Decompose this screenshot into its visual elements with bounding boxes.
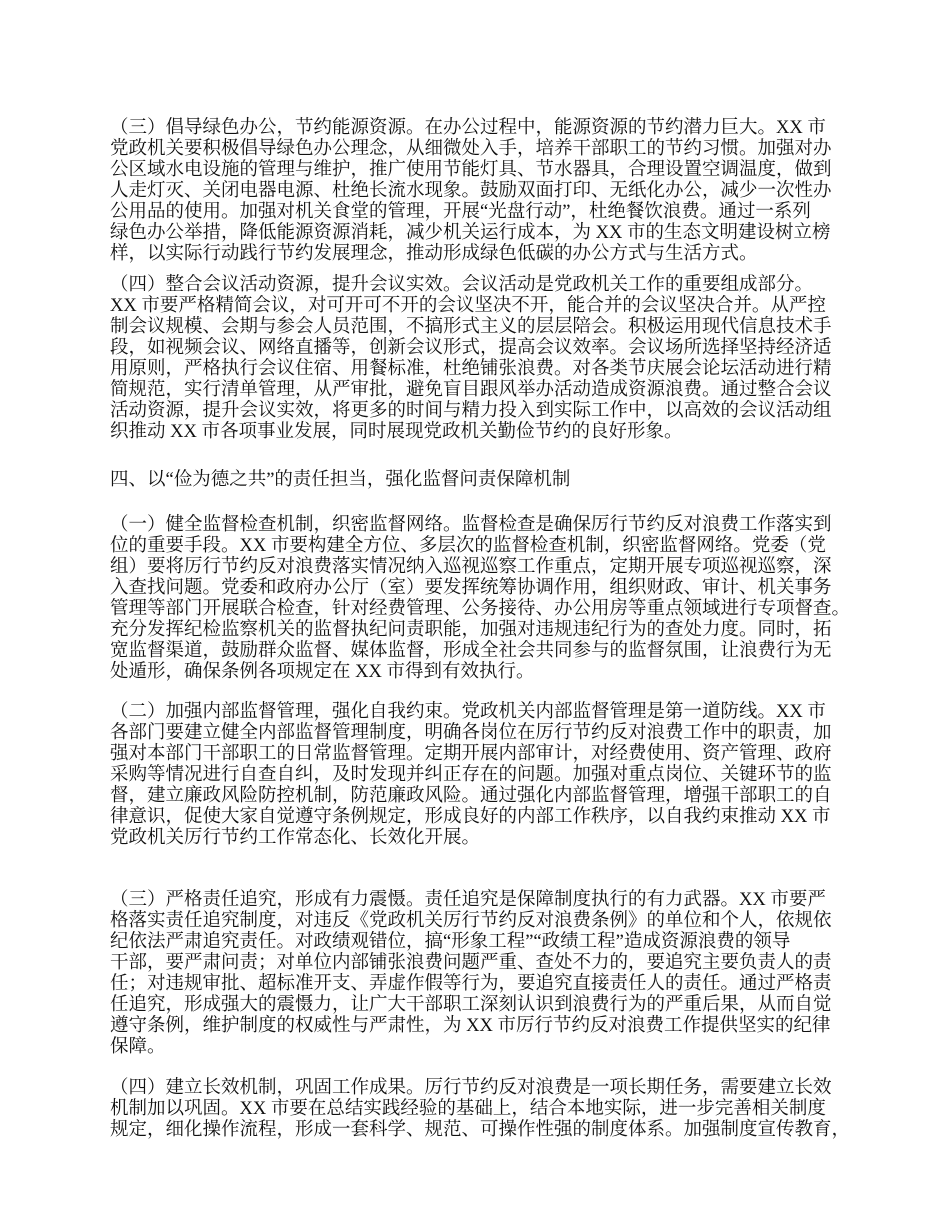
text-line: 活动资源，提升会议实效，将更多的时间与精力投入到实际工作中，以高效的会议活动组 bbox=[110, 401, 832, 421]
text-line: 人走灯灭、关闭电器电源、杜绝长流水现象。鼓励双面打印、无纸化办公，减少一次性办 bbox=[110, 181, 832, 201]
text-line: （四）整合会议活动资源，提升会议实效。会议活动是党政机关工作的重要组成部分。 bbox=[110, 275, 814, 295]
text-line: 用原则，严格执行会议住宿、用餐标准，杜绝铺张浪费。对各类节庆展会论坛活动进行精 bbox=[110, 359, 832, 379]
text-line: 充分发挥纪检监察机关的监督执纪问责职能，加强对违规违纪行为的查处力度。同时，拓 bbox=[110, 620, 832, 640]
paragraph-meeting-resources bbox=[110, 275, 850, 443]
text-line: 强对本部门干部职工的日常监督管理。定期开展内部审计，对经费使用、资产管理、政府 bbox=[110, 744, 832, 764]
text-line: 制会议规模、会期与参会人员范围，不搞形式主义的层层陪会。积极运用现代信息技术手 bbox=[110, 317, 832, 337]
text-line: 保障。 bbox=[110, 1037, 166, 1057]
text-line: 督，建立廉政风险防控机制，防范廉政风险。通过强化内部监督管理，增强干部职工的自 bbox=[110, 786, 832, 806]
text-line: 织推动 XX 市各项事业发展，同时展现党政机关勤俭节约的良好形象。 bbox=[110, 422, 683, 442]
text-line: 采购等情况进行自查自纠，及时发现并纠正存在的问题。加强对重点岗位、关键环节的监 bbox=[110, 765, 832, 785]
text-line: 绿色办公举措，降低能源资源消耗，减少机关运行成本，为 XX 市的生态文明建设树立榜 bbox=[110, 223, 831, 243]
text-line: （一）健全监督检查机制，织密监督网络。监督检查是确保厉行节约反对浪费工作落实到 bbox=[110, 515, 832, 535]
text-line: （三）严格责任追究，形成有力震慑。责任追究是保障制度执行的有力武器。XX 市要严 bbox=[110, 890, 826, 910]
text-line: 规定，细化操作流程，形成一套科学、规范、可操作性强的制度体系。加强制度宣传教育， bbox=[110, 1120, 851, 1140]
text-line: 任；对违规审批、超标准开支、弄虚作假等行为，要追究直接责任人的责任。通过严格责 bbox=[110, 974, 832, 994]
text-line: 入查找问题。党委和政府办公厅（室）要发挥统筹协调作用，组织财政、审计、机关事务 bbox=[110, 578, 832, 598]
text-line: （三）倡导绿色办公，节约能源资源。在办公过程中，能源资源的节约潜力巨大。XX 市 bbox=[110, 118, 826, 138]
text-line: 党政机关厉行节约工作常态化、长效化开展。 bbox=[110, 828, 481, 848]
paragraph-long-term-mechanism bbox=[110, 1078, 850, 1141]
text-line: 简规范，实行清单管理，从严审批，避免盲目跟风举办活动造成资源浪费。通过整合会议 bbox=[110, 380, 832, 400]
text-line: XX 市要严格精简会议，对可开可不开的会议坚决不开，能合并的会议坚决合并。从严控 bbox=[110, 296, 826, 316]
text-line: 律意识，促使大家自觉遵守条例规定，形成良好的内部工作秩序，以自我约束推动 XX 市 bbox=[110, 807, 831, 827]
text-line: 纪依法严肃追究责任。对政绩观错位，搞“形象工程”“政绩工程”造成资源浪费的领导 bbox=[110, 932, 791, 952]
text-line: 四、以“俭为德之共”的责任担当，强化监督问责保障机制 bbox=[110, 470, 571, 490]
paragraph-supervision-inspection bbox=[110, 515, 850, 683]
paragraph-accountability bbox=[110, 890, 850, 1058]
text-line: 管理等部门开展联合检查，针对经费管理、公务接待、办公用房等重点领域进行专项督查。 bbox=[110, 599, 851, 619]
text-line: 段，如视频会议、网络直播等，创新会议形式，提高会议效率。会议场所选择坚持经济适 bbox=[110, 338, 832, 358]
text-line: 任追究，形成强大的震慑力，让广大干部职工深刻认识到浪费行为的严重后果，从而自觉 bbox=[110, 995, 832, 1015]
paragraph-green-office bbox=[110, 118, 850, 265]
text-line: 公区域水电设施的管理与维护，推广使用节能灯具、节水器具，合理设置空调温度，做到 bbox=[110, 160, 832, 180]
paragraph-internal-supervision bbox=[110, 702, 850, 849]
text-line: 样，以实际行动践行节约发展理念，推动形成绿色低碳的办公方式与生活方式。 bbox=[110, 244, 758, 264]
text-line: 机制加以巩固。XX 市要在总结实践经验的基础上，结合本地实际，进一步完善相关制度 bbox=[110, 1099, 826, 1119]
text-line: 处遁形，确保条例各项规定在 XX 市得到有效执行。 bbox=[110, 662, 535, 682]
text-line: 各部门要建立健全内部监督管理制度，明确各岗位在厉行节约反对浪费工作中的职责，加 bbox=[110, 723, 832, 743]
text-line: 遵守条例，维护制度的权威性与严肃性，为 XX 市厉行节约反对浪费工作提供坚实的纪律 bbox=[110, 1016, 831, 1036]
section-heading-four bbox=[110, 470, 850, 491]
text-line: 干部，要严肃问责；对单位内部铺张浪费问题严重、查处不力的，要追究主要负责人的责 bbox=[110, 953, 832, 973]
text-line: 党政机关要积极倡导绿色办公理念，从细微处入手，培养干部职工的节约习惯。加强对办 bbox=[110, 139, 832, 159]
text-line: 公用品的使用。加强对机关食堂的管理，开展“光盘行动”，杜绝餐饮浪费。通过一系列 bbox=[110, 202, 811, 222]
text-line: 宽监督渠道，鼓励群众监督、媒体监督，形成全社会共同参与的监督氛围，让浪费行为无 bbox=[110, 641, 832, 661]
text-line: （二）加强内部监督管理，强化自我约束。党政机关内部监督管理是第一道防线。XX 市 bbox=[110, 702, 826, 722]
text-line: 位的重要手段。XX 市要构建全方位、多层次的监督检查机制，织密监督网络。党委（党 bbox=[110, 536, 826, 556]
text-line: 组）要将厉行节约反对浪费落实情况纳入巡视巡察工作重点，定期开展专项巡视巡察，深 bbox=[110, 557, 832, 577]
text-line: 格落实责任追究制度，对违反《党政机关厉行节约反对浪费条例》的单位和个人，依规依 bbox=[110, 911, 832, 931]
text-line: （四）建立长效机制，巩固工作成果。厉行节约反对浪费是一项长期任务，需要建立长效 bbox=[110, 1078, 832, 1098]
